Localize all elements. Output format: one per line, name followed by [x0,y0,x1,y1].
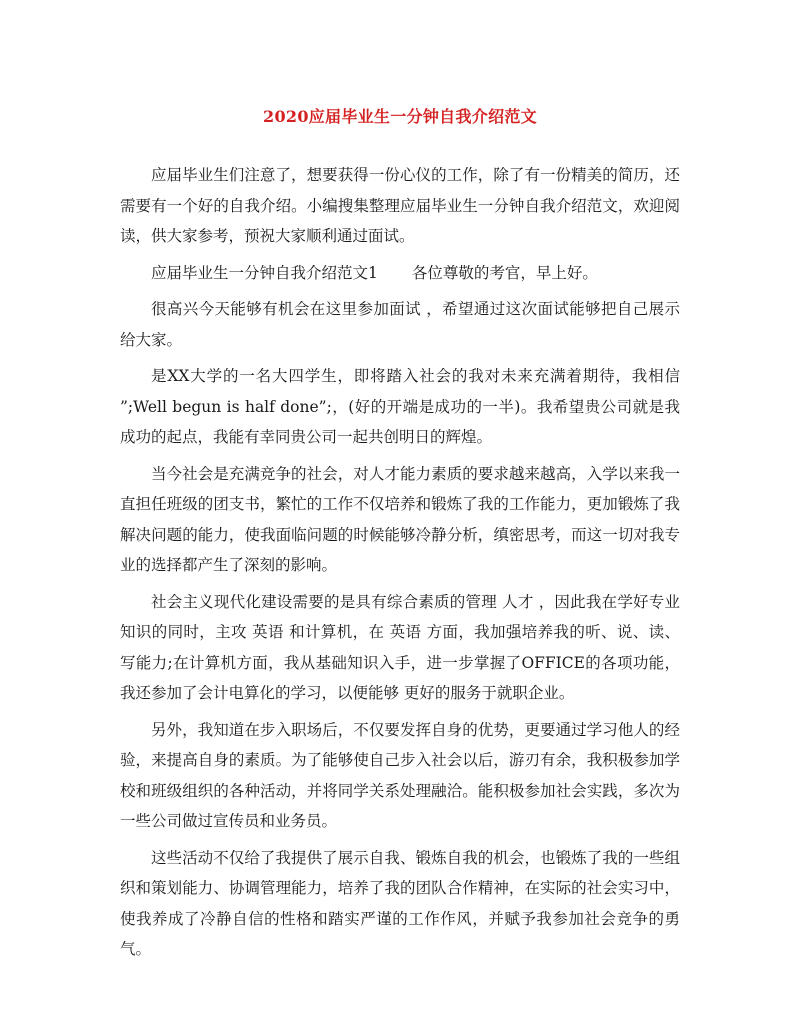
document-body [120,160,680,971]
intro-paragraph: 应届毕业生们注意了，想要获得一份心仪的工作，除了有一份精美的简历，还需要有一个好的自我介绍。小编搜集整理应届毕业生一分钟自我介绍范文，欢迎阅读，供大家参考，预祝大家顺利通过面试。 [120,166,680,245]
greeting-text: 各位尊敬的考官，早上好。 [411,263,598,282]
section-heading: 应届毕业生一分钟自我介绍范文1 [151,263,378,282]
body-paragraph: 很高兴今天能够有机会在这里参加面试 ，希望通过这次面试能够把自己展示给大家。 [120,300,680,349]
body-paragraph: 社会主义现代化建设需要的是具有综合素质的管理 人才 ，因此我在学好专业知识的同时，主攻 英语 和计算机，在 英语 方面，我加强培养我的听、说、读、写能力;在计算机方面，我从基础知识入手，进一步掌握了OFFICE的各项功能，我还参加了会计电算化的学习，以便能够 更好的服务于就职企业。 [120,592,680,702]
body-paragraph: 是XX大学的一名大四学生，即将踏入社会的我对未来充满着期待，我相信 ”;Well begun is half done”;，(好的开端是成功的一半)。我希望贵公司就是我成功的起点，我能有幸同贵公司一起共创明日的辉煌。 [120,367,680,446]
document-title: 2020应届毕业生一分钟自我介绍范文 [263,107,537,126]
body-paragraph: 当今社会是充满竞争的社会，对人才能力素质的要求越来越高，入学以来我一直担任班级的团支书，繁忙的工作不仅培养和锻炼了我的工作能力，更加锻炼了我解决问题的能力，使我面临问题的时候能够冷静分析，缜密思考，而这一切对我专业的选择都产生了深刻的影响。 [120,464,680,574]
section-heading-line [120,258,680,289]
body-paragraph: 另外，我知道在步入职场后，不仅要发挥自身的优势，更要通过学习他人的经验，来提高自身的素质。为了能够使自己步入社会以后，游刃有余，我积极参加学校和班级组织的各种活动，并将同学关系处理融洽。能积极参加社会实践，多次为一些公司做过宣传员和业务员。 [120,720,680,830]
body-paragraph: 这些活动不仅给了我提供了展示自我、锻炼自我的机会，也锻炼了我的一些组织和策划能力、协调管理能力，培养了我的团队合作精神，在实际的社会实习中，使我养成了冷静自信的性格和踏实严谨的工作作风，并赋予我参加社会竞争的勇气。 [120,848,680,958]
